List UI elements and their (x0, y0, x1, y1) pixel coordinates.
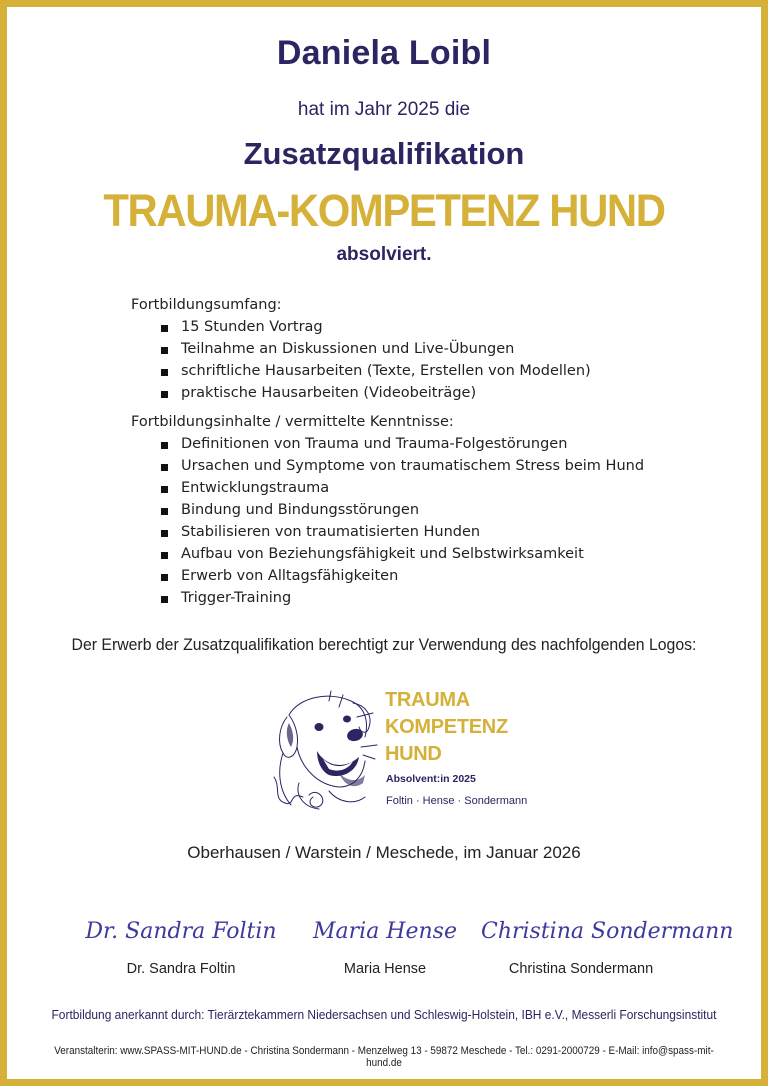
square-bullet-icon (161, 442, 168, 449)
list-item: Definitionen von Trauma und Trauma-Folgestörungen (161, 433, 691, 455)
signature-block (481, 919, 734, 977)
square-bullet-icon (161, 596, 168, 603)
scope-section (131, 294, 691, 404)
contents-section (131, 411, 691, 609)
square-bullet-icon (161, 552, 168, 559)
logo-usage-note: Der Erwerb der Zusatzqualifikation berechtigt zur Verwendung des nachfolgenden Logos: (71, 635, 697, 654)
intro-line: hat im Jahr 2025 die (297, 99, 471, 120)
list-item: Erwerb von Alltagsfähigkeiten (161, 565, 691, 587)
completion-word: absolviert. (336, 244, 432, 265)
list-item: schriftliche Hausarbeiten (Texte, Erstellen von Modellen) (161, 360, 691, 382)
list-item: Ursachen und Symptome von traumatischem Stress beim Hund (161, 455, 691, 477)
square-bullet-icon (161, 464, 168, 471)
list-item: Entwicklungstrauma (161, 477, 691, 499)
signatory-name: Dr. Sandra Foltin (126, 961, 236, 977)
signature-block (81, 919, 281, 977)
contents-heading: Fortbildungsinhalte / vermittelte Kenntnisse: (131, 414, 454, 430)
logo-subtitle: Absolvent:in 2025 (386, 773, 476, 785)
place-and-date: Oberhausen / Warstein / Meschede, im Januar 2026 (187, 843, 581, 862)
square-bullet-icon (161, 325, 168, 332)
recognition-note: Fortbildung anerkannt durch: Tierärztekammern Niedersachsen und Schleswig-Holstein, IBH e.V., Messerli Forschungsinstitut (51, 1007, 717, 1022)
square-bullet-icon (161, 369, 168, 376)
handwritten-signature: Maria Hense (313, 919, 457, 944)
list-item: Aufbau von Beziehungsfähigkeit und Selbstwirksamkeit (161, 543, 691, 565)
scope-list (161, 316, 691, 404)
organizer-contact: Veranstalterin: www.SPASS-MIT-HUND.de - Christina Sondermann - Menzelweg 13 - 59872 Meschede - Tel.: 0291-2000729 - E-Mail: info@spass-mit-hund.de (54, 1045, 714, 1069)
recipient-name: Daniela Loibl (276, 34, 492, 72)
list-item: Bindung und Bindungsstörungen (161, 499, 691, 521)
dog-sketch-icon (269, 687, 379, 811)
list-item: praktische Hausarbeiten (Videobeiträge) (161, 382, 691, 404)
course-title: TRAUMA-KOMPETENZ HUND (103, 185, 665, 236)
square-bullet-icon (161, 574, 168, 581)
logo-names: Foltin · Hense · Sondermann (386, 795, 528, 807)
square-bullet-icon (161, 486, 168, 493)
signatory-name: Maria Hense (343, 961, 427, 977)
square-bullet-icon (161, 391, 168, 398)
handwritten-signature: Christina Sondermann (481, 919, 734, 944)
contents-list (161, 433, 691, 609)
list-item: Teilnahme an Diskussionen und Live-Übungen (161, 338, 691, 360)
logo-title: TRAUMA KOMPETENZ HUND (385, 689, 508, 765)
list-item: Stabilisieren von traumatisierten Hunden (161, 521, 691, 543)
qualification-label: Zusatzqualifikation (243, 136, 525, 171)
square-bullet-icon (161, 530, 168, 537)
course-logo (269, 683, 528, 813)
list-item: 15 Stunden Vortrag (161, 316, 691, 338)
signature-block (285, 919, 485, 977)
list-item: Trigger-Training (161, 587, 691, 609)
signatory-name: Christina Sondermann (508, 961, 654, 977)
handwritten-signature: Dr. Sandra Foltin (85, 919, 277, 944)
square-bullet-icon (161, 508, 168, 515)
scope-heading: Fortbildungsumfang: (131, 297, 282, 313)
square-bullet-icon (161, 347, 168, 354)
